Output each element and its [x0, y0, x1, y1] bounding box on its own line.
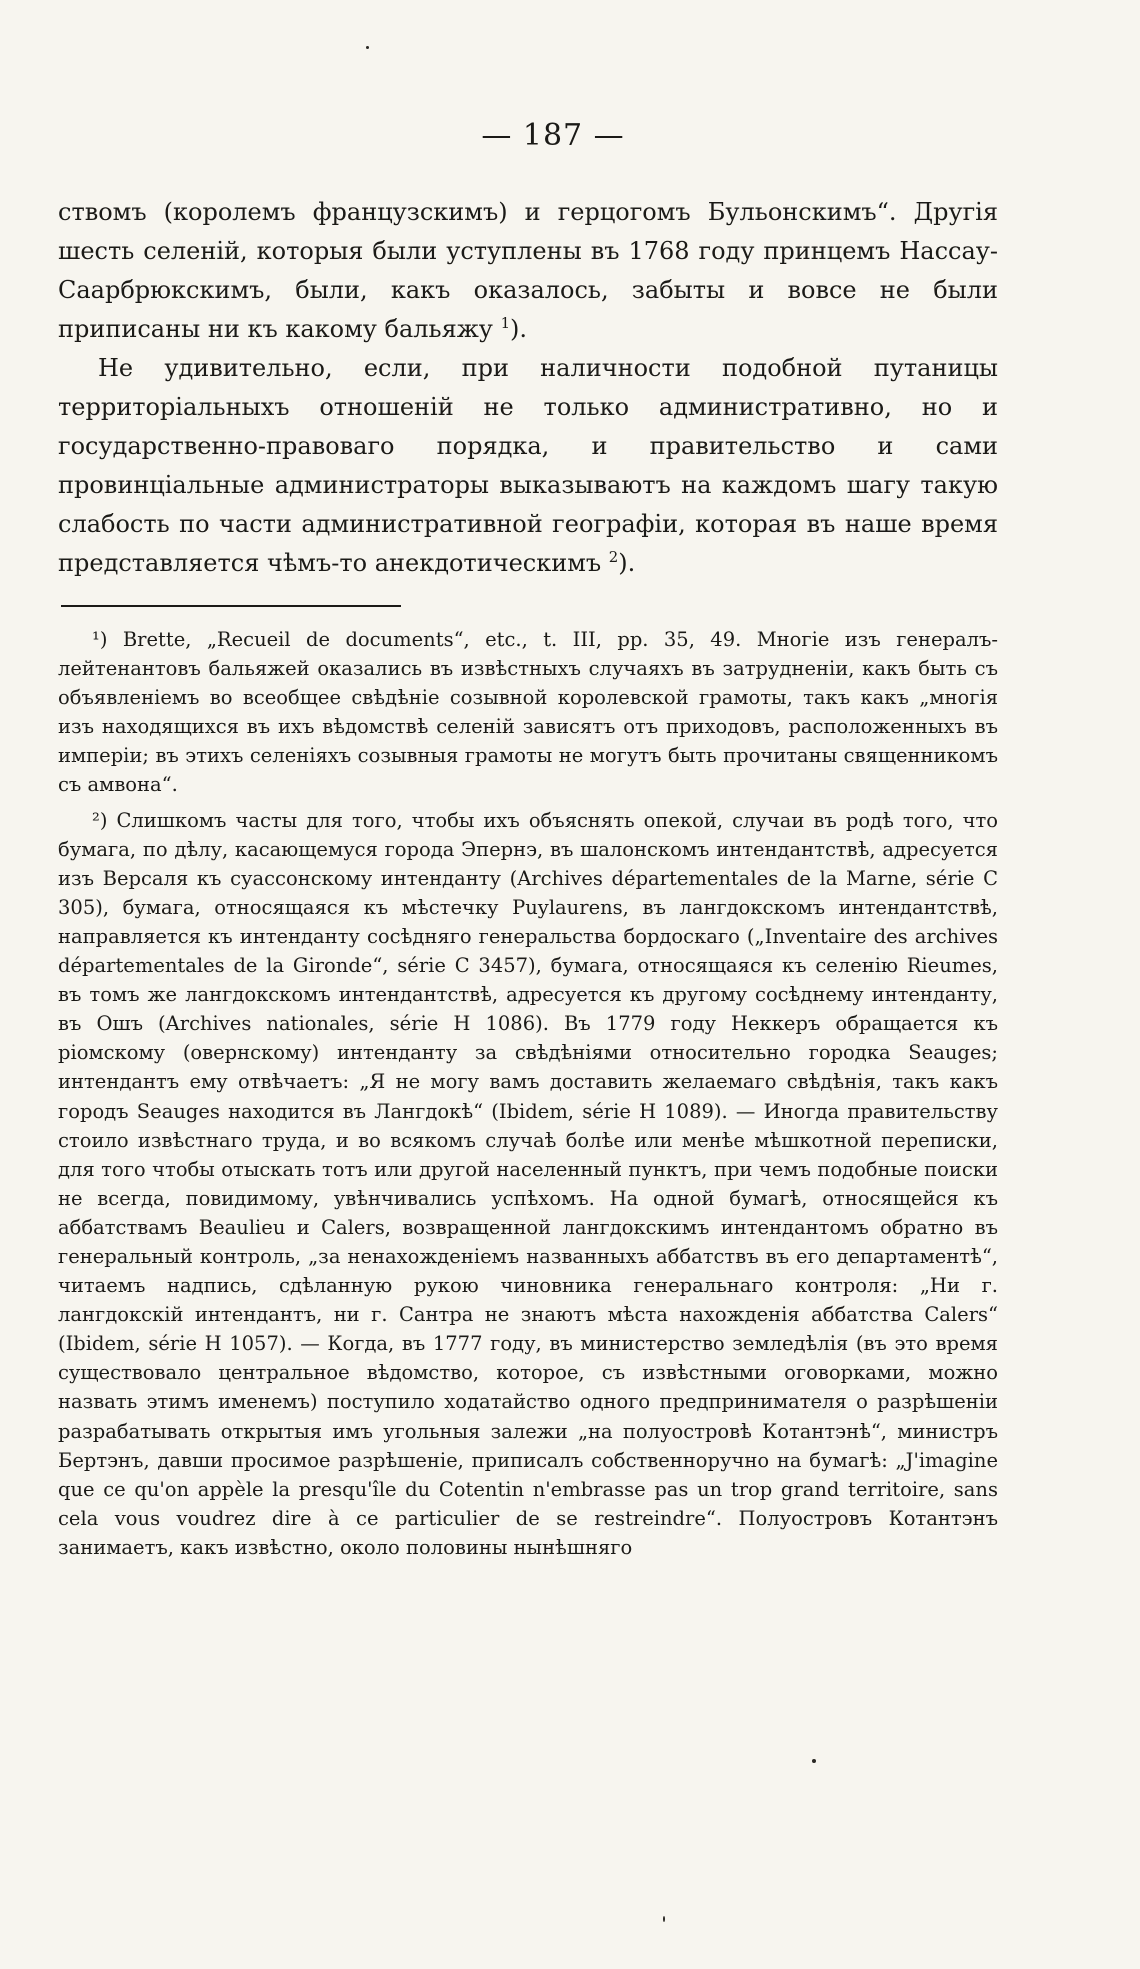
ink-speck: [812, 1759, 816, 1763]
footnote-text: Слишкомъ часты для того, чтобы ихъ объяснять опекой, случаи въ родѣ того, что бумага, по дѣлу, касающемуся города Эпернэ, въ шалонскомъ интендантствѣ, адресуется изъ Версаля къ суассонскому интенданту (Archives départementales de la Marne, série C 305), бумага, относящаяся къ мѣстечку Puylaurens, въ лангдокскомъ интендантствѣ, направляется къ интенданту сосѣдняго генеральства бордоскаго („Inventaire des archives départementales de la Gironde“, série C 3457), бумага, относящаяся къ селенію Rieumes, въ томъ же лангдокскомъ интендантствѣ, адресуется къ другому сосѣднему интенданту, въ Ошъ (Archives nationales, série H 1086). Въ 1779 году Неккеръ обращается къ ріомскому (овернскому) интенданту за свѣдѣніями относительно городка Seauges; интендантъ ему отвѣчаетъ: „Я не могу вамъ доставить желаемаго свѣдѣнія, такъ какъ городъ Seauges находится въ Лангдокѣ“ (Ibidem, série H 1089). — Иногда правительству стоило извѣстнаго труда, и во всякомъ случаѣ болѣе или менѣе мѣшкотной переписки, для того чтобы отыскать тотъ или другой населенный пунктъ, при чемъ подобные поиски не всегда, повидимому, увѣнчивались успѣхомъ. На одной бумагѣ, относящейся къ аббатствамъ Beaulieu и Calers, возвращенной лангдокскимъ интендантомъ обратно въ генеральный контроль, „за ненахожденіемъ названныхъ аббатствъ въ его департаментѣ“, читаемъ надпись, сдѣланную рукою чиновника генеральнаго контроля: „Ни г. лангдокскій интендантъ, ни г. Сантра не знаютъ мѣста нахожденія аббатства Calers“ (Ibidem, série H 1057). — Когда, въ 1777 году, въ министерство земледѣлія (въ это время существовало центральное вѣдомство, которое, съ извѣстными оговорками, можно назвать этимъ именемъ) поступило ходатайство одного предпринимателя о разрѣшеніи разрабатывать открытыя имъ угольныя залежи „на полуостровѣ Котантэнѣ“, министръ Бертэнъ, давши просимое разрѣшеніе, приписалъ собственноручно на бумагѣ: „J'imagine que ce qu'on appèle la presqu'île du Cotentin n'embrasse pas un trop grand territoire, sans cela vous voudrez dire à ce particulier de se restreindre“. Полуостровъ Котантэнъ занимаетъ, какъ извѣстно, около половины нынѣшняго: [58, 808, 999, 1559]
footnote-ref: 1: [500, 314, 511, 332]
footnote-text: Brette, „Recueil de documents“, etc., t. III, pp. 35, 49. Многіе изъ генералъ-лейтенантовъ бальяжей оказались въ извѣстныхъ случаяхъ въ затрудненіи, какъ быть съ объявленіемъ во всеобщее свѣдѣніе созывной королевской грамоты, такъ какъ „многія изъ находящихся въ ихъ вѣдомствѣ селеній зависятъ отъ приходовъ, расположенныхъ въ имперіи; въ этихъ селеніяхъ созывныя грамоты не могутъ быть прочитаны священникомъ съ амвона“.: [58, 628, 998, 797]
footnote-ref: 2: [608, 548, 619, 566]
paragraph-tail: ).: [510, 315, 528, 343]
footnote: [58, 625, 998, 800]
page-number: — 187 —: [481, 118, 625, 153]
paragraph: [58, 349, 998, 583]
main-text: [58, 193, 998, 583]
paragraph-text: ствомъ (королемъ французскимъ) и герцогомъ Бульонскимъ“. Другія шесть селеній, которыя были уступлены въ 1768 году принцемъ Нассау-Саарбрюкскимъ, были, какъ оказалось, забыты и вовсе не были приписаны ни къ какому бальяжу: [58, 198, 998, 343]
footnotes: [58, 625, 998, 1562]
footnote-marker: ²): [92, 808, 108, 832]
footnote: [58, 806, 998, 1562]
footnote-divider: [61, 605, 401, 607]
ink-speck: [663, 1916, 665, 1922]
footnote-marker: ¹): [92, 628, 108, 651]
paragraph: [58, 193, 998, 349]
book-page: [58, 118, 998, 1562]
paragraph-tail: ).: [618, 549, 636, 577]
ink-speck: [366, 46, 369, 49]
paragraph-text: Не удивительно, если, при наличности подобной путаницы территоріальныхъ отношеній не только административно, но и государственно-правоваго порядка, и правительство и сами провинціальные администраторы выказываютъ на каждомъ шагу такую слабость по части административной географіи, которая въ наше время представляется чѣмъ-то анекдотическимъ: [58, 354, 998, 577]
